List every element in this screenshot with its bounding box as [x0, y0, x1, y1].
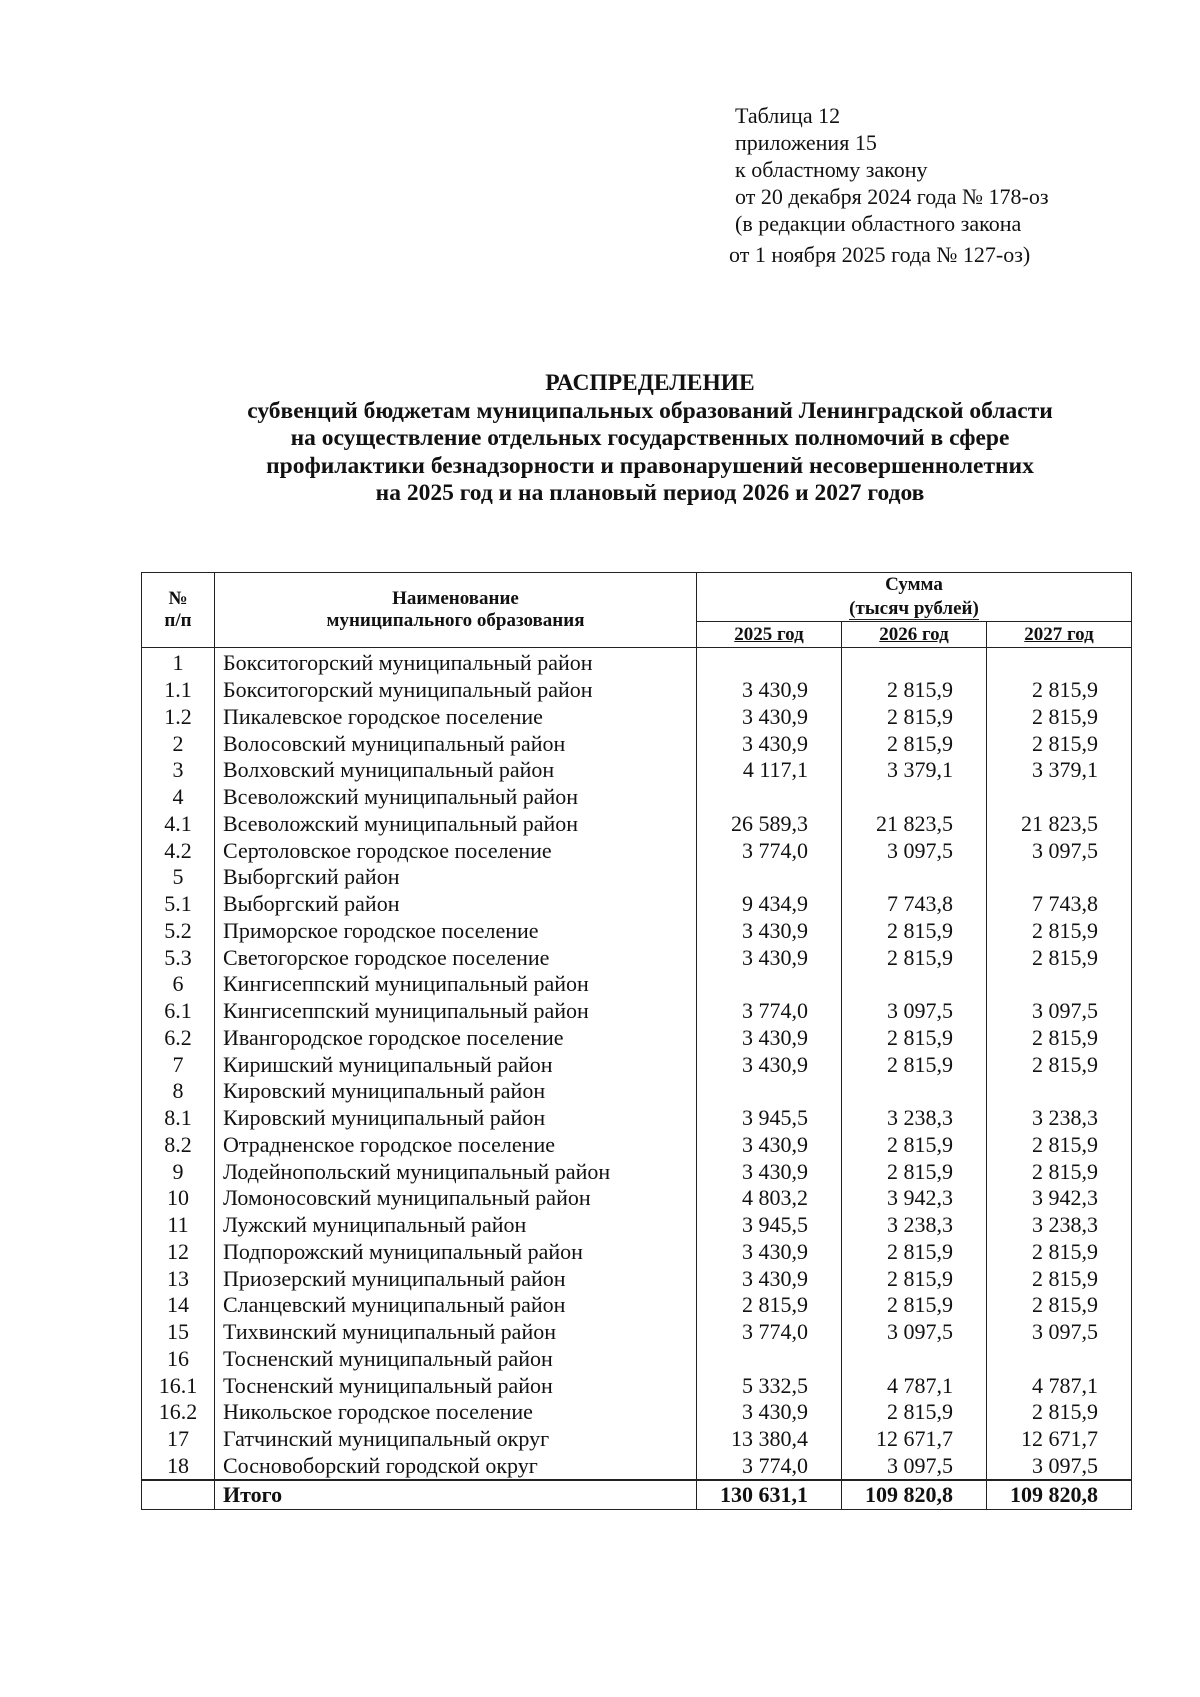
table-row: [142, 1051, 1132, 1078]
title-line: на осуществление отдельных государственных полномочий в сфере: [290, 425, 1010, 451]
title-line: РАСПРЕДЕЛЕНИЕ: [545, 370, 755, 396]
row-value-2026: [842, 1078, 987, 1105]
row-name: Приозерский муниципальный район: [215, 1265, 697, 1292]
table-header: [142, 573, 1132, 648]
row-value-2027: 2 815,9: [987, 1265, 1132, 1292]
header-line: от 20 декабря 2024 года № 178-оз: [735, 184, 1049, 209]
row-value-2027: 3 942,3: [987, 1185, 1132, 1212]
row-number: 5.1: [142, 891, 215, 918]
table-row: [142, 1132, 1132, 1159]
title-line: на 2025 год и на плановый период 2026 и 2027 годов: [375, 480, 925, 506]
row-value-2027: [987, 864, 1132, 891]
row-value-2027: [987, 784, 1132, 811]
row-value-2025: 3 774,0: [697, 1453, 842, 1481]
table-row: [142, 1372, 1132, 1399]
row-number: 5.2: [142, 918, 215, 945]
row-value-2026: 7 743,8: [842, 891, 987, 918]
row-value-2027: 12 671,7: [987, 1426, 1132, 1453]
total-label: Итого: [215, 1480, 697, 1510]
table-row: [142, 757, 1132, 784]
row-value-2025: 3 430,9: [697, 944, 842, 971]
row-value-2025: [697, 648, 842, 677]
row-value-2027: 21 823,5: [987, 811, 1132, 838]
table-row: [142, 1265, 1132, 1292]
row-value-2025: 3 430,9: [697, 1158, 842, 1185]
row-name: Ивангородское городское поселение: [215, 1025, 697, 1052]
row-value-2027: 3 097,5: [987, 998, 1132, 1025]
row-number: 14: [142, 1292, 215, 1319]
row-value-2026: 3 097,5: [842, 1319, 987, 1346]
row-value-2025: 4 117,1: [697, 757, 842, 784]
row-value-2026: 3 238,3: [842, 1105, 987, 1132]
table-row: [142, 971, 1132, 998]
row-value-2027: 3 097,5: [987, 1319, 1132, 1346]
row-value-2025: 26 589,3: [697, 811, 842, 838]
row-value-2027: 2 815,9: [987, 918, 1132, 945]
row-value-2026: [842, 1346, 987, 1373]
table-row: [142, 811, 1132, 838]
header-number-line2: п/п: [164, 610, 192, 631]
row-name: Кировский муниципальный район: [215, 1078, 697, 1105]
header-line: Таблица 12: [735, 103, 841, 128]
row-number: 4.1: [142, 811, 215, 838]
row-value-2026: [842, 864, 987, 891]
total-number: [142, 1480, 215, 1510]
row-number: 6.1: [142, 998, 215, 1025]
row-name: Гатчинский муниципальный округ: [215, 1426, 697, 1453]
table-row: [142, 1399, 1132, 1426]
row-value-2026: 2 815,9: [842, 1025, 987, 1052]
table-row: [142, 1158, 1132, 1185]
row-value-2027: 7 743,8: [987, 891, 1132, 918]
row-value-2025: [697, 971, 842, 998]
row-number: 2: [142, 730, 215, 757]
row-value-2026: 21 823,5: [842, 811, 987, 838]
row-value-2025: 3 430,9: [697, 730, 842, 757]
row-value-2026: 12 671,7: [842, 1426, 987, 1453]
row-name: Волосовский муниципальный район: [215, 730, 697, 757]
row-value-2026: 3 097,5: [842, 1453, 987, 1481]
row-value-2026: 2 815,9: [842, 944, 987, 971]
row-value-2027: 2 815,9: [987, 1158, 1132, 1185]
row-value-2026: 2 815,9: [842, 918, 987, 945]
header-line: к областному закону: [735, 157, 928, 182]
row-number: 9: [142, 1158, 215, 1185]
row-value-2026: 2 815,9: [842, 1292, 987, 1319]
row-value-2027: [987, 1078, 1132, 1105]
row-number: 8: [142, 1078, 215, 1105]
header-sum-line1: Сумма: [885, 574, 943, 595]
table-row: [142, 648, 1132, 677]
row-value-2025: 3 430,9: [697, 1265, 842, 1292]
header-name: [215, 573, 697, 648]
table-row: [142, 918, 1132, 945]
row-value-2025: 3 430,9: [697, 704, 842, 731]
header-name-line1: Наименование: [392, 588, 519, 609]
row-value-2026: 3 942,3: [842, 1185, 987, 1212]
table-body: [142, 648, 1132, 1510]
row-value-2026: 2 815,9: [842, 1051, 987, 1078]
table-row: [142, 704, 1132, 731]
row-value-2025: 3 774,0: [697, 1319, 842, 1346]
row-value-2026: 3 097,5: [842, 998, 987, 1025]
row-value-2025: 3 774,0: [697, 837, 842, 864]
table-row: [142, 1426, 1132, 1453]
row-number: 5: [142, 864, 215, 891]
row-number: 12: [142, 1239, 215, 1266]
distribution-table-wrapper: [141, 572, 1132, 1510]
row-value-2025: 3 430,9: [697, 677, 842, 704]
row-name: Тосненский муниципальный район: [215, 1346, 697, 1373]
table-row: [142, 998, 1132, 1025]
document-title: [140, 370, 1160, 508]
table-row: [142, 1078, 1132, 1105]
row-value-2025: 3 430,9: [697, 1239, 842, 1266]
header-line: приложения 15: [735, 130, 877, 155]
row-value-2027: 2 815,9: [987, 677, 1132, 704]
row-name: Всеволожский муниципальный район: [215, 784, 697, 811]
row-name: Выборгский район: [215, 891, 697, 918]
header-year-2026: 2026 год: [842, 622, 987, 648]
table-row: [142, 837, 1132, 864]
row-number: 4.2: [142, 837, 215, 864]
row-value-2025: 4 803,2: [697, 1185, 842, 1212]
row-name: Бокситогорский муниципальный район: [215, 648, 697, 677]
row-value-2026: [842, 648, 987, 677]
row-value-2027: 2 815,9: [987, 1292, 1132, 1319]
header-line: от 1 ноября 2025 года № 127-оз): [729, 242, 1031, 267]
row-value-2027: [987, 971, 1132, 998]
row-value-2026: 2 815,9: [842, 1399, 987, 1426]
table-row: [142, 864, 1132, 891]
row-value-2025: 5 332,5: [697, 1372, 842, 1399]
row-value-2027: 3 238,3: [987, 1212, 1132, 1239]
row-name: Подпорожский муниципальный район: [215, 1239, 697, 1266]
table-row: [142, 1346, 1132, 1373]
row-number: 16.1: [142, 1372, 215, 1399]
row-value-2027: 3 379,1: [987, 757, 1132, 784]
row-value-2026: 2 815,9: [842, 677, 987, 704]
row-name: Тихвинский муниципальный район: [215, 1319, 697, 1346]
table-row: [142, 1292, 1132, 1319]
row-number: 1.1: [142, 677, 215, 704]
row-number: 5.3: [142, 944, 215, 971]
row-value-2027: 3 097,5: [987, 837, 1132, 864]
row-value-2026: 2 815,9: [842, 1158, 987, 1185]
row-value-2026: 2 815,9: [842, 1239, 987, 1266]
row-name: Сертоловское городское поселение: [215, 837, 697, 864]
row-value-2027: 2 815,9: [987, 730, 1132, 757]
header-sum: [697, 573, 1132, 622]
row-value-2025: 3 945,5: [697, 1105, 842, 1132]
row-name: Волховский муниципальный район: [215, 757, 697, 784]
row-value-2025: 3 430,9: [697, 1132, 842, 1159]
table-row: [142, 1185, 1132, 1212]
row-number: 1.2: [142, 704, 215, 731]
row-name: Кировский муниципальный район: [215, 1105, 697, 1132]
row-value-2027: 2 815,9: [987, 1399, 1132, 1426]
row-value-2025: 3 430,9: [697, 918, 842, 945]
row-number: 7: [142, 1051, 215, 1078]
row-value-2026: 2 815,9: [842, 730, 987, 757]
row-value-2026: 2 815,9: [842, 1132, 987, 1159]
table-row: [142, 1212, 1132, 1239]
row-number: 13: [142, 1265, 215, 1292]
row-value-2025: 3 430,9: [697, 1025, 842, 1052]
row-value-2025: 3 430,9: [697, 1399, 842, 1426]
row-name: Сосновоборский городской округ: [215, 1453, 697, 1481]
row-name: Кингисеппский муниципальный район: [215, 971, 697, 998]
row-value-2026: 3 097,5: [842, 837, 987, 864]
row-value-2026: 3 238,3: [842, 1212, 987, 1239]
row-value-2027: 2 815,9: [987, 1239, 1132, 1266]
row-value-2025: 9 434,9: [697, 891, 842, 918]
header-year-2025: 2025 год: [697, 622, 842, 648]
row-name: Сланцевский муниципальный район: [215, 1292, 697, 1319]
title-line: профилактики безнадзорности и правонарушений несовершеннолетних: [266, 452, 1034, 479]
row-number: 8.2: [142, 1132, 215, 1159]
row-value-2026: 2 815,9: [842, 704, 987, 731]
row-name: Пикалевское городское поселение: [215, 704, 697, 731]
row-name: Ломоносовский муниципальный район: [215, 1185, 697, 1212]
row-value-2027: 3 097,5: [987, 1453, 1132, 1481]
table-row: [142, 891, 1132, 918]
row-value-2025: 13 380,4: [697, 1426, 842, 1453]
table-row: [142, 1025, 1132, 1052]
row-number: 6: [142, 971, 215, 998]
table-row: [142, 944, 1132, 971]
row-name: Тосненский муниципальный район: [215, 1372, 697, 1399]
row-value-2025: [697, 784, 842, 811]
total-value-2025: 130 631,1: [697, 1480, 842, 1510]
row-name: Кингисеппский муниципальный район: [215, 998, 697, 1025]
row-number: 11: [142, 1212, 215, 1239]
row-value-2027: [987, 1346, 1132, 1373]
row-value-2027: 2 815,9: [987, 704, 1132, 731]
header-sum-line2: (тысяч рублей): [849, 598, 979, 619]
row-value-2025: 3 945,5: [697, 1212, 842, 1239]
row-value-2027: 2 815,9: [987, 1132, 1132, 1159]
row-value-2027: 2 815,9: [987, 944, 1132, 971]
row-number: 4: [142, 784, 215, 811]
distribution-table: [141, 572, 1132, 1510]
row-number: 6.2: [142, 1025, 215, 1052]
row-number: 10: [142, 1185, 215, 1212]
row-value-2027: [987, 648, 1132, 677]
row-name: Всеволожский муниципальный район: [215, 811, 697, 838]
header-year-2027: 2027 год: [987, 622, 1132, 648]
row-number: 15: [142, 1319, 215, 1346]
row-value-2025: 3 774,0: [697, 998, 842, 1025]
row-value-2025: [697, 1346, 842, 1373]
row-value-2025: 2 815,9: [697, 1292, 842, 1319]
row-value-2025: 3 430,9: [697, 1051, 842, 1078]
table-row: [142, 1105, 1132, 1132]
total-value-2026: 109 820,8: [842, 1480, 987, 1510]
row-name: Выборгский район: [215, 864, 697, 891]
row-name: Никольское городское поселение: [215, 1399, 697, 1426]
header-line: (в редакции областного закона: [735, 211, 1022, 236]
row-name: Приморское городское поселение: [215, 918, 697, 945]
total-row: [142, 1480, 1132, 1510]
row-name: Киришский муниципальный район: [215, 1051, 697, 1078]
header-number-line1: №: [168, 588, 188, 609]
row-number: 18: [142, 1453, 215, 1481]
row-value-2027: 2 815,9: [987, 1025, 1132, 1052]
row-name: Светогорское городское поселение: [215, 944, 697, 971]
row-number: 3: [142, 757, 215, 784]
title-line: субвенций бюджетам муниципальных образований Ленинградской области: [247, 397, 1053, 424]
row-name: Лодейнопольский муниципальный район: [215, 1158, 697, 1185]
row-value-2026: 3 379,1: [842, 757, 987, 784]
row-value-2027: 3 238,3: [987, 1105, 1132, 1132]
row-value-2026: [842, 971, 987, 998]
row-value-2026: [842, 784, 987, 811]
table-row: [142, 730, 1132, 757]
table-row: [142, 1239, 1132, 1266]
row-value-2027: 2 815,9: [987, 1051, 1132, 1078]
table-row: [142, 677, 1132, 704]
total-value-2027: 109 820,8: [987, 1480, 1132, 1510]
table-row: [142, 784, 1132, 811]
table-row: [142, 1319, 1132, 1346]
row-number: 8.1: [142, 1105, 215, 1132]
row-number: 16: [142, 1346, 215, 1373]
row-name: Отрадненское городское поселение: [215, 1132, 697, 1159]
row-value-2025: [697, 864, 842, 891]
table-row: [142, 1453, 1132, 1481]
row-number: 1: [142, 648, 215, 677]
row-value-2026: 4 787,1: [842, 1372, 987, 1399]
row-name: Бокситогорский муниципальный район: [215, 677, 697, 704]
row-number: 16.2: [142, 1399, 215, 1426]
header-name-line2: муниципального образования: [326, 610, 585, 631]
row-value-2025: [697, 1078, 842, 1105]
row-number: 17: [142, 1426, 215, 1453]
document-header: [729, 102, 1049, 268]
row-value-2026: 2 815,9: [842, 1265, 987, 1292]
header-number: [142, 573, 215, 648]
row-value-2027: 4 787,1: [987, 1372, 1132, 1399]
row-name: Лужский муниципальный район: [215, 1212, 697, 1239]
